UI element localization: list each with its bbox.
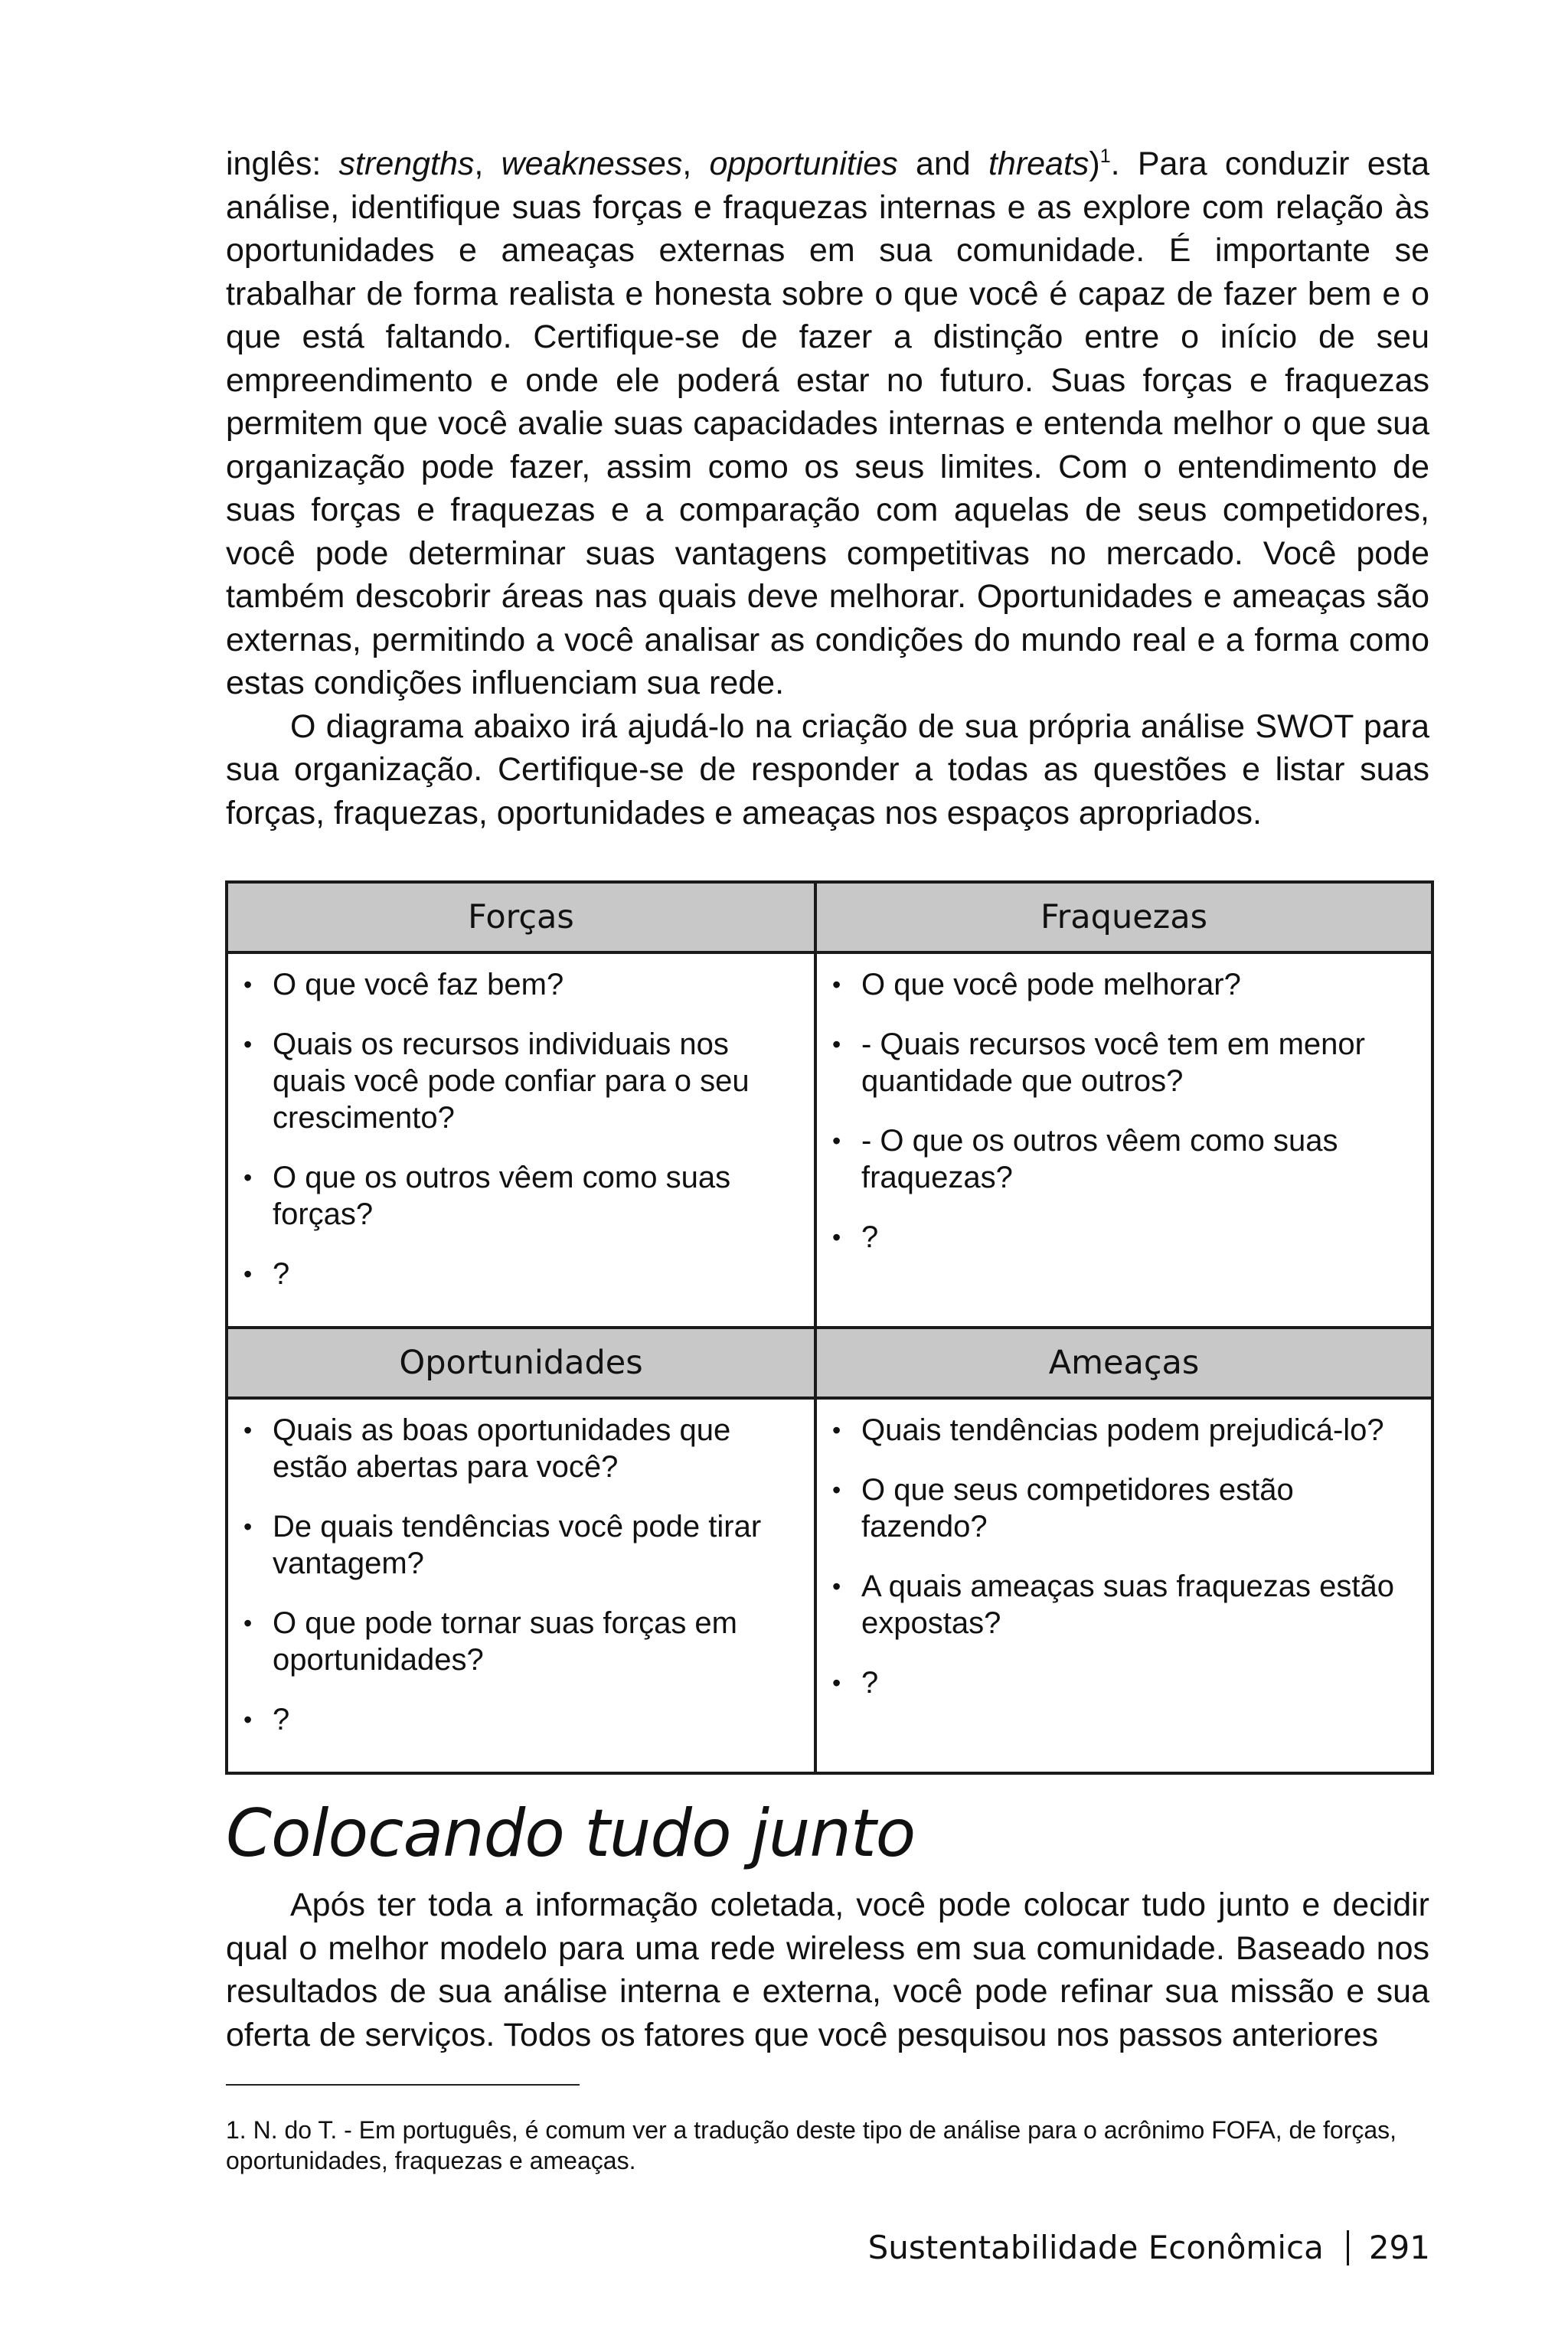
- footer-divider: [1347, 2230, 1349, 2265]
- list-item: • ?: [242, 1256, 799, 1292]
- chapter-title: Sustentabilidade Econômica: [867, 2229, 1324, 2266]
- list-item: • De quais tendências você pode tirar vantagem?: [242, 1508, 799, 1582]
- list-item: • ?: [242, 1701, 799, 1738]
- swot-cell-weaknesses: [815, 952, 1432, 1328]
- list-item: • - Quais recursos você tem em menor quantidade que outros?: [831, 1026, 1416, 1099]
- list-item: • - O que os outros vêem como suas fraquezas?: [831, 1122, 1416, 1196]
- text-run: ,: [682, 145, 710, 182]
- list-item: • O que os outros vêem como suas forças?: [242, 1159, 799, 1233]
- list-item: • O que você faz bem?: [242, 966, 799, 1003]
- text-run: ,: [474, 145, 501, 182]
- footnote-divider: [226, 2084, 580, 2086]
- swot-header-row-internal: [227, 882, 1432, 952]
- strengths-list: [242, 966, 799, 1292]
- list-item: • ?: [831, 1219, 1416, 1256]
- swot-table: [225, 880, 1434, 1775]
- list-item: • Quais tendências podem prejudicá-lo?: [831, 1412, 1416, 1449]
- body-paragraph-1: [226, 142, 1429, 835]
- footnote-marker[interactable]: 1: [1099, 145, 1111, 167]
- list-item: • ?: [831, 1664, 1416, 1701]
- list-item: • Quais os recursos individuais nos quais você pode confiar para o seu crescimento?: [242, 1026, 799, 1136]
- swot-header-strengths: Forças: [227, 882, 815, 952]
- text-run: . Para conduzir esta análise, identifique suas forças e fraquezas internas e as explore com relação às oportunidades e ameaças externas em sua comunidade. É importante se trabalhar de forma realista e honesta sobre o que você é capaz de fazer bem e o que está faltando. Certifique-se de fazer a distinção entre o início de seu empreendimento e onde ele poderá estar no futuro. Suas forças e fraquezas permitem que você avalie suas capacidades internas e entenda melhor o que sua organização pode fazer, assim como os seus limites. Com o entendimento de suas forças e fraquezas e a comparação com aquelas de seus competidores, você pode determinar suas vantagens competitivas no mercado. Você pode também descobrir áreas nas quais deve melhorar. Oportunidades e ameaças são externas, permitindo a você analisar as condições do mundo real e a forma como estas condições influenciam sua rede.: [226, 145, 1429, 701]
- footnote: 1. N. do T. - Em português, é comum ver a tradução deste tipo de análise para o acrônimo FOFA, de forças, oportunidades, fraquezas e ameaças.: [226, 2116, 1397, 2174]
- swot-header-threats: Ameaças: [815, 1328, 1432, 1398]
- list-item: • O que seus competidores estão fazendo?: [831, 1472, 1416, 1545]
- opportunities-list: [242, 1412, 799, 1738]
- section-heading: Colocando tudo junto: [226, 1795, 916, 1872]
- text-run: and: [897, 145, 988, 182]
- swot-row-internal: [227, 952, 1432, 1328]
- text-run: ): [1089, 145, 1100, 182]
- page-footer: [868, 2226, 1430, 2269]
- italic-term-threats: threats: [988, 145, 1089, 182]
- list-item: • A quais ameaças suas fraquezas estão expostas?: [831, 1568, 1416, 1642]
- text-run: inglês:: [226, 145, 339, 182]
- swot-cell-threats: [815, 1398, 1432, 1773]
- list-item: • Quais as boas oportunidades que estão abertas para você?: [242, 1412, 799, 1485]
- swot-header-row-external: [227, 1328, 1432, 1398]
- list-item: • O que pode tornar suas forças em oportunidades?: [242, 1605, 799, 1678]
- weaknesses-list: [831, 966, 1416, 1256]
- body-paragraph-3: Após ter toda a informação coletada, você pode colocar tudo junto e decidir qual o melhor modelo para uma rede wireless em sua comunidade. Baseado nos resultados de sua análise interna e externa, você pode refinar sua missão e sua oferta de serviços. Todos os fatores que você pesquisou nos passos anteriores: [226, 1886, 1429, 2053]
- page-number: 291: [1368, 2229, 1430, 2266]
- list-item: • O que você pode melhorar?: [831, 966, 1416, 1003]
- swot-row-external: [227, 1398, 1432, 1773]
- italic-term-weaknesses: weaknesses: [501, 145, 683, 182]
- swot-cell-opportunities: [227, 1398, 815, 1773]
- italic-term-opportunities: opportunities: [709, 145, 898, 182]
- swot-header-opportunities: Oportunidades: [227, 1328, 815, 1398]
- italic-term-strengths: strengths: [338, 145, 475, 182]
- body-paragraph-2: O diagrama abaixo irá ajudá-lo na criação de sua própria análise SWOT para sua organização. Certifique-se de responder a todas as questões e listar suas forças, fraquezas, oportunidades e ameaças nos espaços apropriados.: [226, 707, 1429, 831]
- swot-header-weaknesses: Fraquezas: [815, 882, 1432, 952]
- swot-cell-strengths: [227, 952, 815, 1328]
- threats-list: [831, 1412, 1416, 1701]
